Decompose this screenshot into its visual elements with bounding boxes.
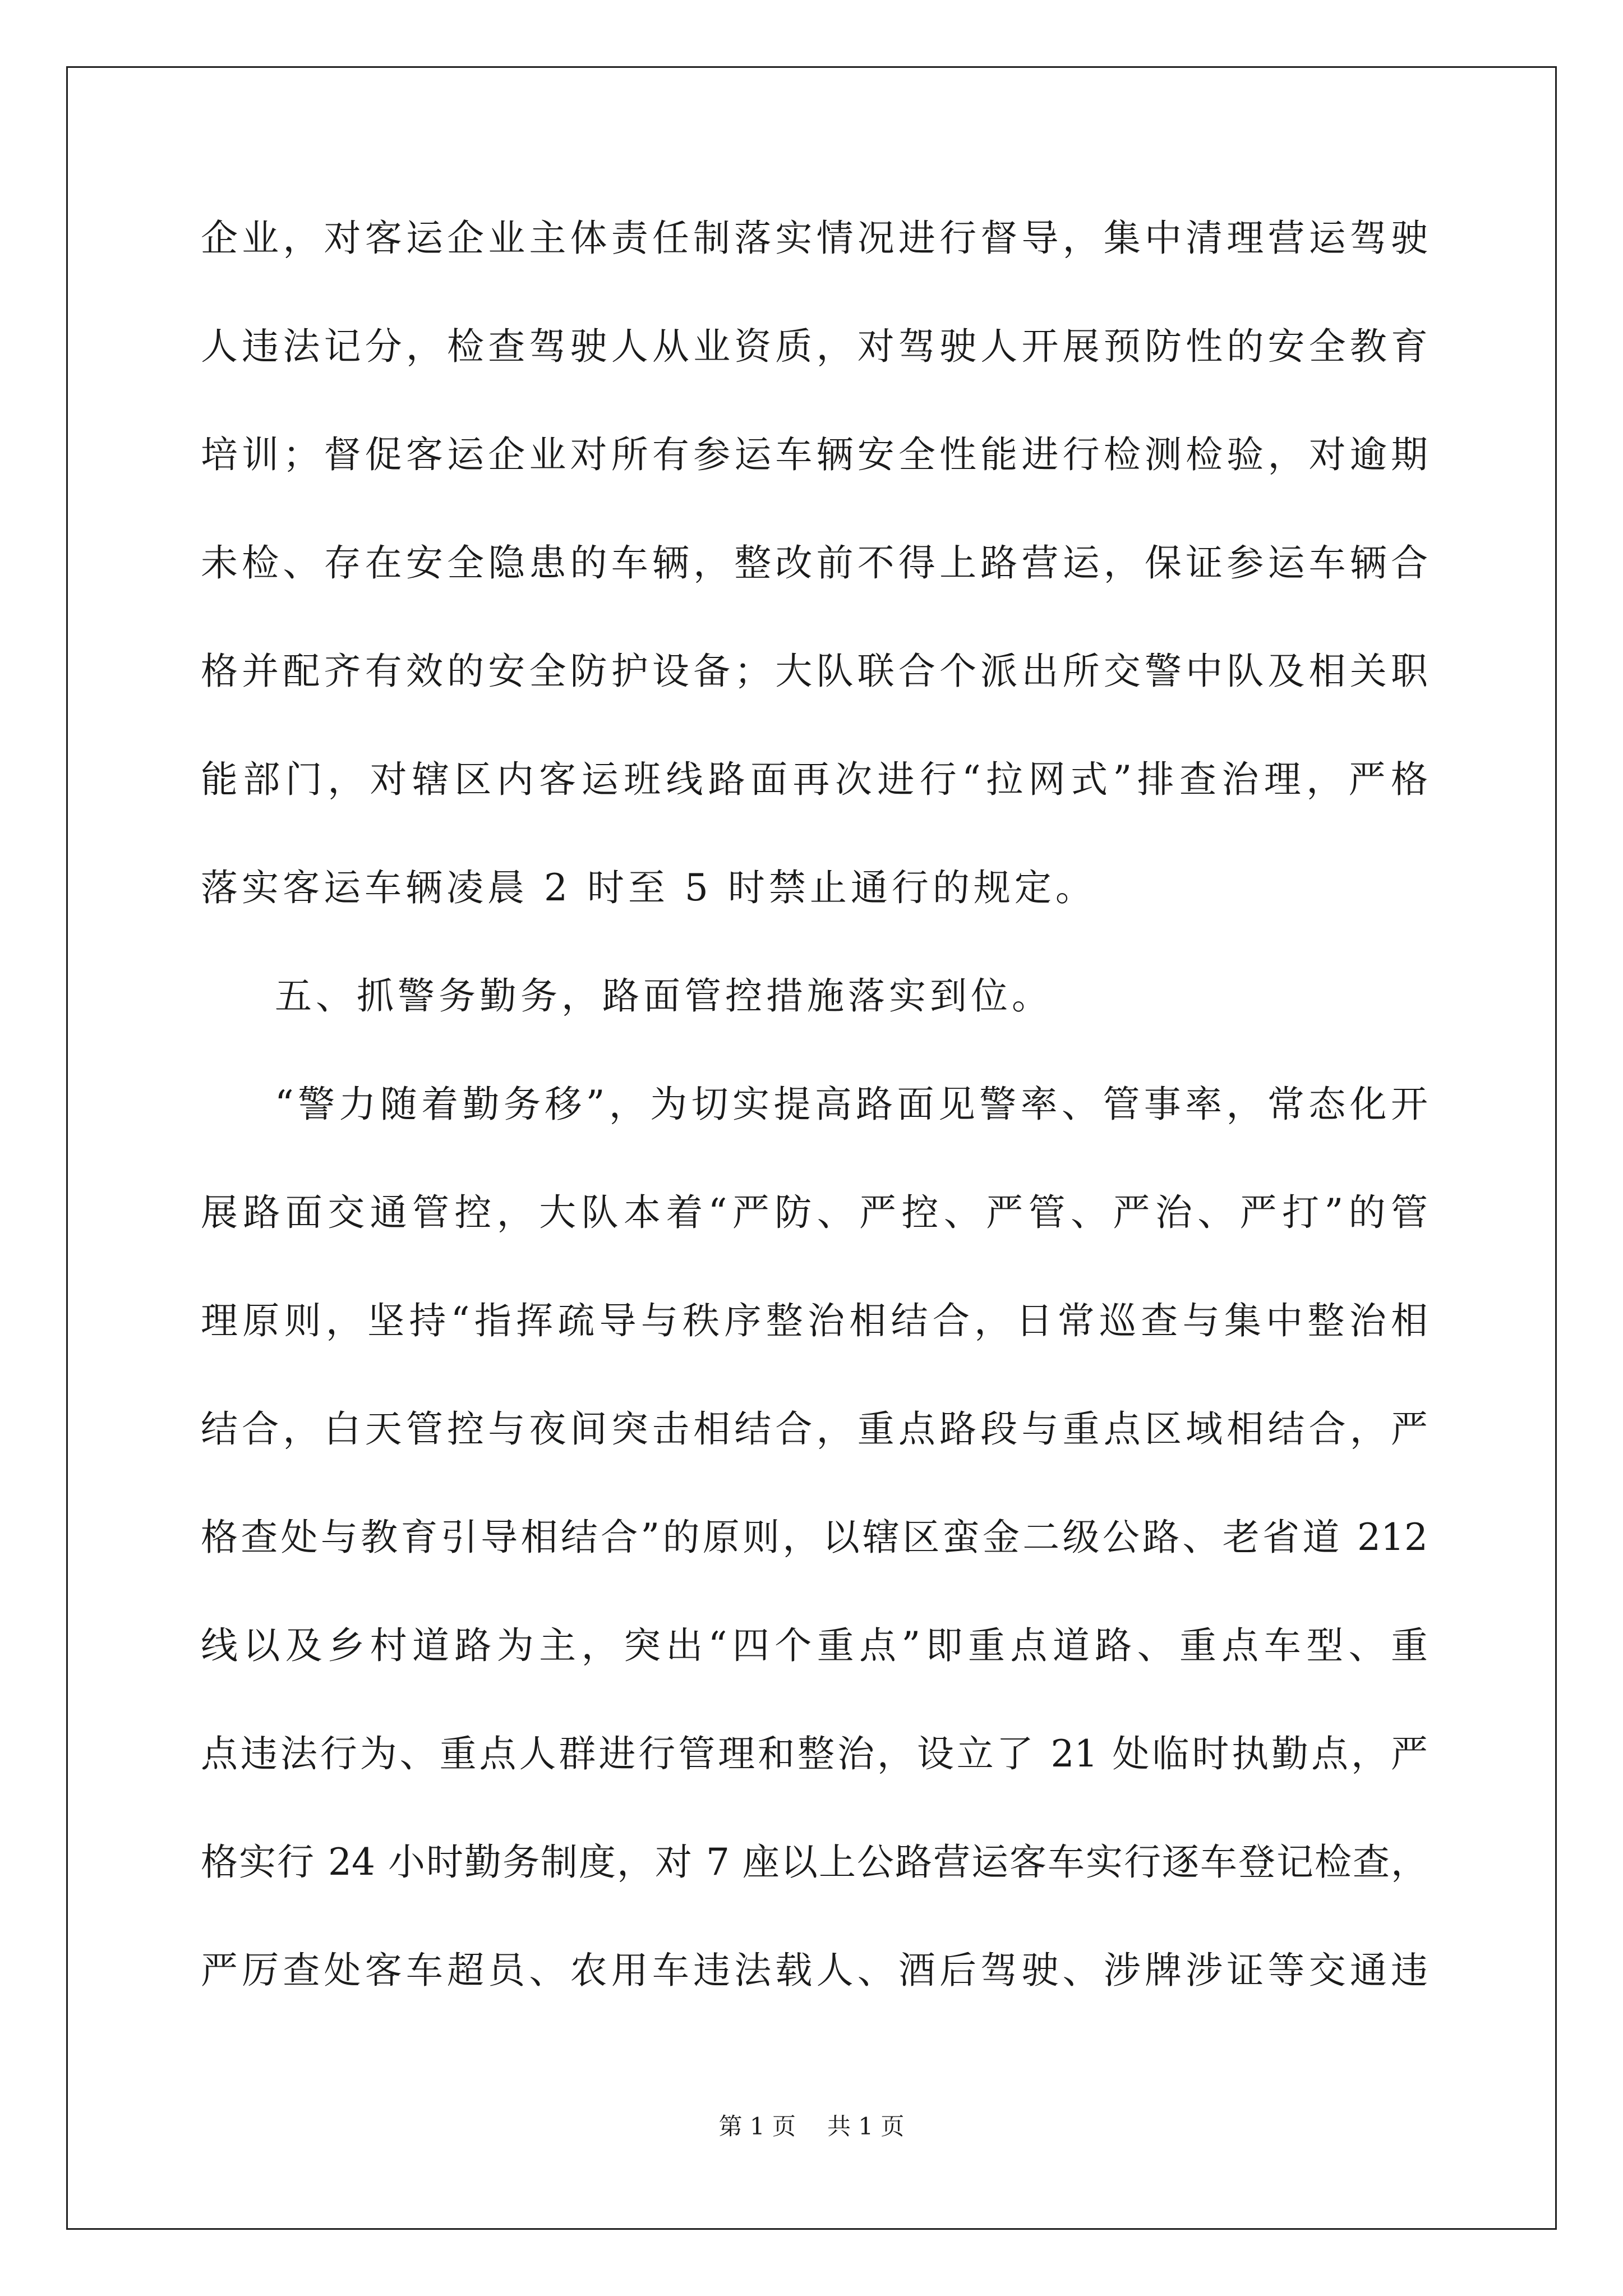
text-line: 严厉查处客车超员、农用车违法载人、酒后驾驶、涉牌涉证等交通违	[201, 1949, 1428, 1992]
text-line: 企业，对客运企业主体责任制落实情况进行督导，集中清理营运驾驶	[201, 217, 1428, 260]
text-line: 未检、存在安全隐患的车辆，整改前不得上路营运，保证参运车辆合	[201, 541, 1428, 585]
page-total: 共 1 页	[827, 2113, 905, 2140]
text-line: 培训；督促客运企业对所有参运车辆安全性能进行检测检验，对逾期	[201, 433, 1428, 476]
text-line: 落实客运车辆凌晨 2 时至 5 时禁止通行的规定。	[201, 866, 1096, 909]
text-line: 格查处与教育引导相结合”的原则，以辖区蛮金二级公路、老省道 212	[201, 1516, 1428, 1559]
text-line: 点违法行为、重点人群进行管理和整治，设立了 21 处临时执勤点，严	[201, 1732, 1428, 1775]
text-line: 能部门，对辖区内客运班线路面再次进行“拉网式”排查治理，严格	[201, 758, 1428, 801]
text-line: 理原则，坚持“指挥疏导与秩序整治相结合，日常巡查与集中整治相	[201, 1299, 1428, 1342]
page-footer	[0, 2115, 1623, 2138]
text-line: 人违法记分，检查驾驶人从业资质，对驾驶人开展预防性的安全教育	[201, 325, 1428, 368]
document-body	[201, 217, 1428, 2060]
text-line: 展路面交通管控，大队本着“严防、严控、严管、严治、严打”的管	[201, 1191, 1428, 1234]
page-number: 第 1 页	[718, 2113, 796, 2140]
text-line: 格实行 24 小时勤务制度，对 7 座以上公路营运客车实行逐车登记检查，	[201, 1841, 1428, 1884]
text-line: 格并配齐有效的安全防护设备；大队联合个派出所交警中队及相关职	[201, 650, 1428, 693]
text-line: 结合，白天管控与夜间突击相结合，重点路段与重点区域相结合，严	[201, 1407, 1428, 1451]
text-line: 线以及乡村道路为主，突出“四个重点”即重点道路、重点车型、重	[201, 1624, 1428, 1667]
section-heading: 五、抓警务勤务，路面管控措施落实到位。	[275, 974, 1053, 1018]
text-line: “警力随着勤务移”，为切实提高路面见警率、管事率，常态化开	[275, 1083, 1428, 1126]
